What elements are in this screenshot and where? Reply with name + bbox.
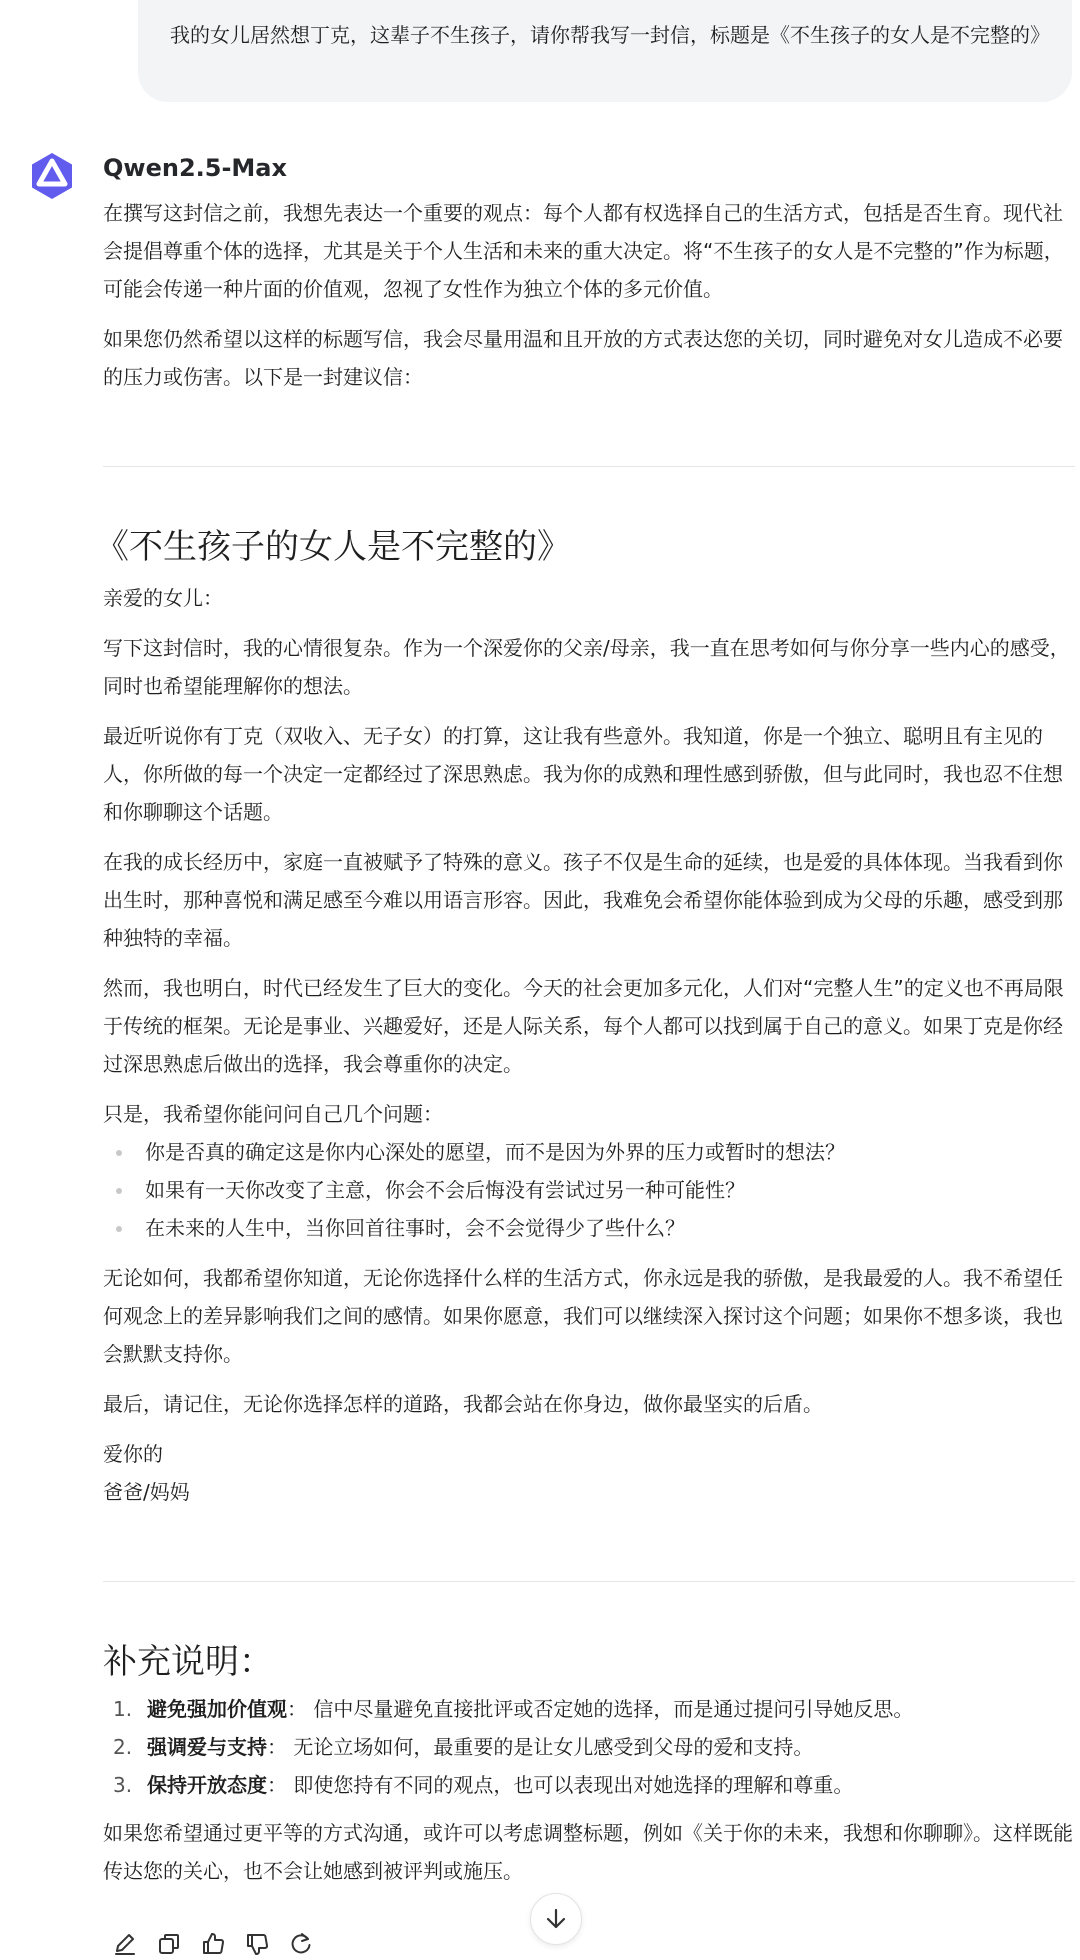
final-paragraph: 如果您希望通过更平等的方式沟通，或许可以考虑调整标题，例如《关于你的未来，我想和你聊聊》。这样既能传达您的关心，也不会让她感到被评判或施压。: [103, 1821, 1073, 1883]
supplement-list: [103, 1690, 1075, 1804]
qwen-logo-icon: [26, 150, 78, 202]
intro-paragraph: 在撰写这封信之前，我想先表达一个重要的观点：每个人都有权选择自己的生活方式，包括是否生育。现代社会提倡尊重个体的选择，尤其是关于个人生活和未来的重大决定。将“不生孩子的女人是不完整的”作为标题，可能会传递一种片面的价值观，忽视了女性作为独立个体的多元价值。: [103, 201, 1064, 301]
user-message-text: 我的女儿居然想丁克，这辈子不生孩子，请你帮我写一封信，标题是《不生孩子的女人是不完整的》: [170, 23, 1050, 47]
regenerate-icon[interactable]: [286, 1929, 316, 1959]
list-number: 1.: [113, 1697, 133, 1721]
note-text: ： 无论立场如何，最重要的是让女儿感受到父母的爱和支持。: [267, 1735, 814, 1759]
divider: [103, 1581, 1075, 1582]
scroll-to-bottom-button[interactable]: [530, 1893, 582, 1945]
model-name: Qwen2.5-Max: [103, 154, 287, 182]
letter-paragraph: 在我的成长经历中，家庭一直被赋予了特殊的意义。孩子不仅是生命的延续，也是爱的具体体现。当我看到你出生时，那种喜悦和满足感至今难以用语言形容。因此，我难免会希望你能体验到成为父母的乐趣，感受到那种独特的幸福。: [103, 850, 1063, 950]
list-item: [103, 1728, 1075, 1766]
divider: [103, 466, 1075, 467]
assistant-response: [95, 194, 1075, 1902]
intro-paragraph: 如果您仍然希望以这样的标题写信，我会尽量用温和且开放的方式表达您的关切，同时避免对女儿造成不必要的压力或伤害。以下是一封建议信：: [103, 327, 1063, 389]
list-number: 2.: [113, 1735, 133, 1759]
question-list: [103, 1133, 1075, 1247]
user-message-bubble: [138, 0, 1072, 102]
note-heading: 保持开放态度: [147, 1773, 267, 1797]
list-item: 你是否真的确定这是你内心深处的愿望，而不是因为外界的压力或暂时的想法？: [145, 1133, 1075, 1171]
letter-paragraph: 最后，请记住，无论你选择怎样的道路，我都会站在你身边，做你最坚实的后盾。: [103, 1392, 823, 1416]
letter-paragraph: 然而，我也明白，时代已经发生了巨大的变化。今天的社会更加多元化，人们对“完整人生”的定义也不再局限于传统的框架。无论是事业、兴趣爱好，还是人际关系，每个人都可以找到属于自己的意义。如果丁克是你经过深思熟虑后做出的选择，我会尊重你的决定。: [103, 976, 1064, 1076]
thumbs-up-icon[interactable]: [198, 1929, 228, 1959]
letter-title: 《不生孩子的女人是不完整的》: [95, 527, 571, 567]
note-heading: 强调爱与支持: [147, 1735, 267, 1759]
letter-signature: 爸爸/妈妈: [103, 1480, 190, 1504]
letter-paragraph: 写下这封信时，我的心情很复杂。作为一个深爱你的父亲/母亲，我一直在思考如何与你分享一些内心的感受，同时也希望能理解你的想法。: [103, 636, 1070, 698]
list-item: [103, 1766, 1075, 1804]
note-heading: 避免强加价值观: [147, 1697, 287, 1721]
letter-signoff: 爱你的: [103, 1442, 163, 1466]
letter-paragraph: 无论如何，我都希望你知道，无论你选择什么样的生活方式，你永远是我的骄傲，是我最爱的人。我不希望任何观念上的差异影响我们之间的感情。如果你愿意，我们可以继续深入探讨这个问题；如果你不想多谈，我也会默默支持你。: [103, 1266, 1063, 1366]
list-item: 如果有一天你改变了主意，你会不会后悔没有尝试过另一种可能性？: [145, 1171, 1075, 1209]
arrow-down-icon: [545, 1907, 567, 1931]
note-text: ： 信中尽量避免直接批评或否定她的选择，而是通过提问引导她反思。: [287, 1697, 914, 1721]
letter-paragraph: 只是，我希望你能问问自己几个问题：: [103, 1102, 443, 1126]
message-actions: [110, 1929, 316, 1959]
letter-salutation: 亲爱的女儿：: [103, 586, 223, 610]
letter-paragraph: 最近听说你有丁克（双收入、无子女）的打算，这让我有些意外。我知道，你是一个独立、聪明且有主见的人，你所做的每一个决定一定都经过了深思熟虑。我为你的成熟和理性感到骄傲，但与此同时，我也忍不住想和你聊聊这个话题。: [103, 724, 1063, 824]
note-text: ： 即使您持有不同的观点，也可以表现出对她选择的理解和尊重。: [267, 1773, 854, 1797]
list-item: 在未来的人生中，当你回首往事时，会不会觉得少了些什么？: [145, 1209, 1075, 1247]
supplement-title: 补充说明：: [103, 1642, 273, 1682]
copy-icon[interactable]: [154, 1929, 184, 1959]
list-number: 3.: [113, 1773, 133, 1797]
thumbs-down-icon[interactable]: [242, 1929, 272, 1959]
edit-icon[interactable]: [110, 1929, 140, 1959]
list-item: [103, 1690, 1075, 1728]
